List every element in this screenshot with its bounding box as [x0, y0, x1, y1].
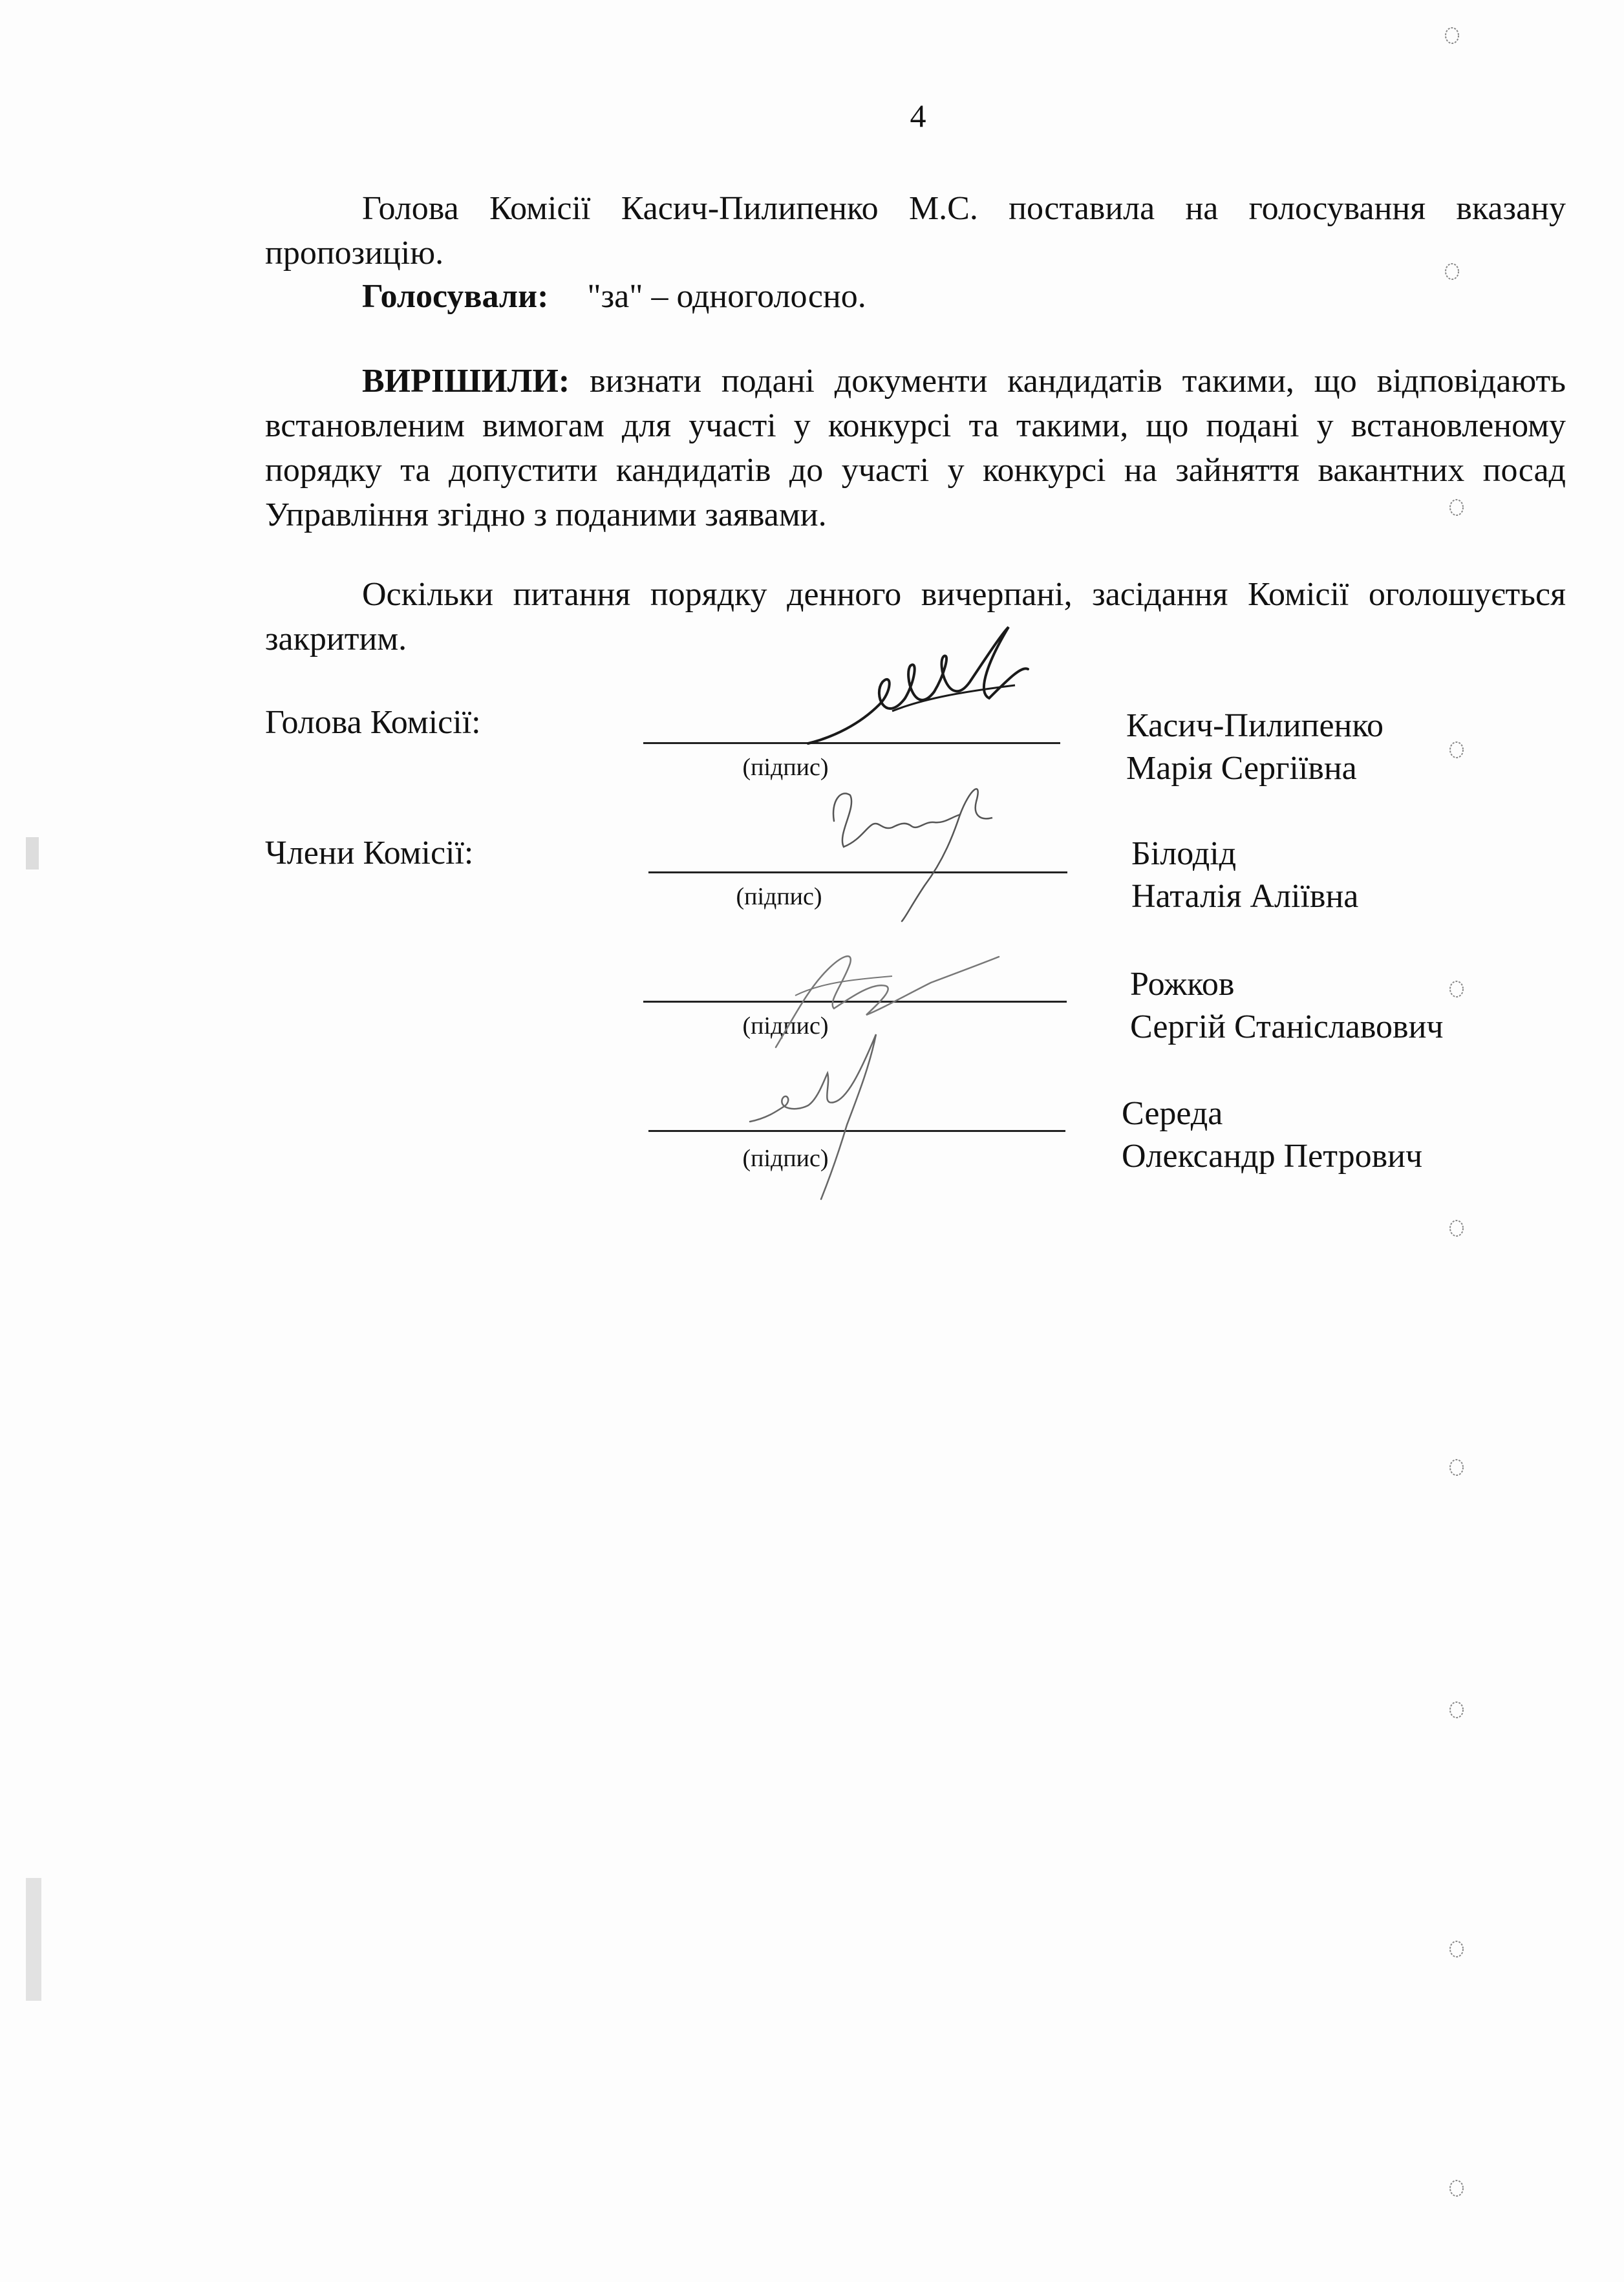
stamp-mark-icon	[1444, 262, 1460, 281]
scan-smudge	[19, 1875, 52, 2004]
member1-given-name: Наталія Аліївна	[1131, 878, 1359, 915]
paragraph-closing: Оскільки питання порядку денного вичерпані, засідання Комісії оголошується закритим.	[265, 576, 1566, 657]
decision-text: визнати подані документи кандидатів такими, що відповідають встановленим вимогам для участі у конкурсі та такими, що подані у встановленому порядку та допустити кандидатів до участі у конкурсі на зайняття вакантних посад Управління згідно з поданими заявами.	[265, 363, 1566, 533]
stamp-mark-icon	[1448, 1939, 1465, 1959]
stamp-mark-icon	[1448, 1700, 1465, 1720]
vote-result: "за" – одноголосно.	[587, 278, 866, 315]
chair-name	[1126, 705, 1384, 790]
member2-signature-caption: (підпис)	[742, 1012, 829, 1040]
stamp-mark-icon	[1448, 979, 1465, 999]
page-number: 4	[910, 98, 926, 134]
stamp-mark-icon	[1448, 2179, 1465, 2198]
paragraph-decision	[265, 359, 1566, 537]
stamp-mark-icon	[1444, 26, 1460, 45]
stamp-mark-icon	[1448, 498, 1465, 517]
member2-name	[1130, 963, 1444, 1049]
stamp-mark-icon	[1448, 1458, 1465, 1477]
member2-surname: Рожков	[1130, 966, 1235, 1003]
chair-role-label: Голова Комісії:	[265, 704, 481, 741]
member3-surname: Середа	[1122, 1095, 1223, 1132]
member1-signature-caption: (підпис)	[736, 883, 822, 910]
chair-given-name: Марія Сергіївна	[1126, 750, 1357, 787]
paragraph-proposal: Голова Комісії Касич-Пилипенко М.С. поставила на голосування вказану пропозицію.	[265, 190, 1566, 272]
scan-smudge	[19, 834, 52, 873]
members-role-label: Члени Комісії:	[265, 835, 474, 871]
member1-name	[1131, 833, 1358, 918]
stamp-mark-icon	[1448, 1219, 1465, 1238]
chair-signature-caption: (підпис)	[742, 754, 829, 781]
member2-given-name: Сергій Станіславович	[1130, 1008, 1444, 1045]
decision-label: ВИРІШИЛИ:	[362, 363, 570, 400]
vote-label: Голосували:	[362, 278, 549, 315]
chair-handwritten-signature	[795, 621, 1041, 756]
member1-surname: Білодід	[1131, 835, 1237, 872]
member3-signature-caption: (підпис)	[742, 1145, 829, 1172]
member1-handwritten-signature	[821, 776, 996, 924]
member3-handwritten-signature	[737, 1008, 931, 1202]
stamp-mark-icon	[1448, 740, 1465, 760]
paragraph-vote	[265, 274, 1566, 319]
member3-name	[1122, 1093, 1422, 1178]
chair-surname: Касич-Пилипенко	[1126, 707, 1384, 744]
member3-given-name: Олександр Петрович	[1122, 1138, 1423, 1175]
